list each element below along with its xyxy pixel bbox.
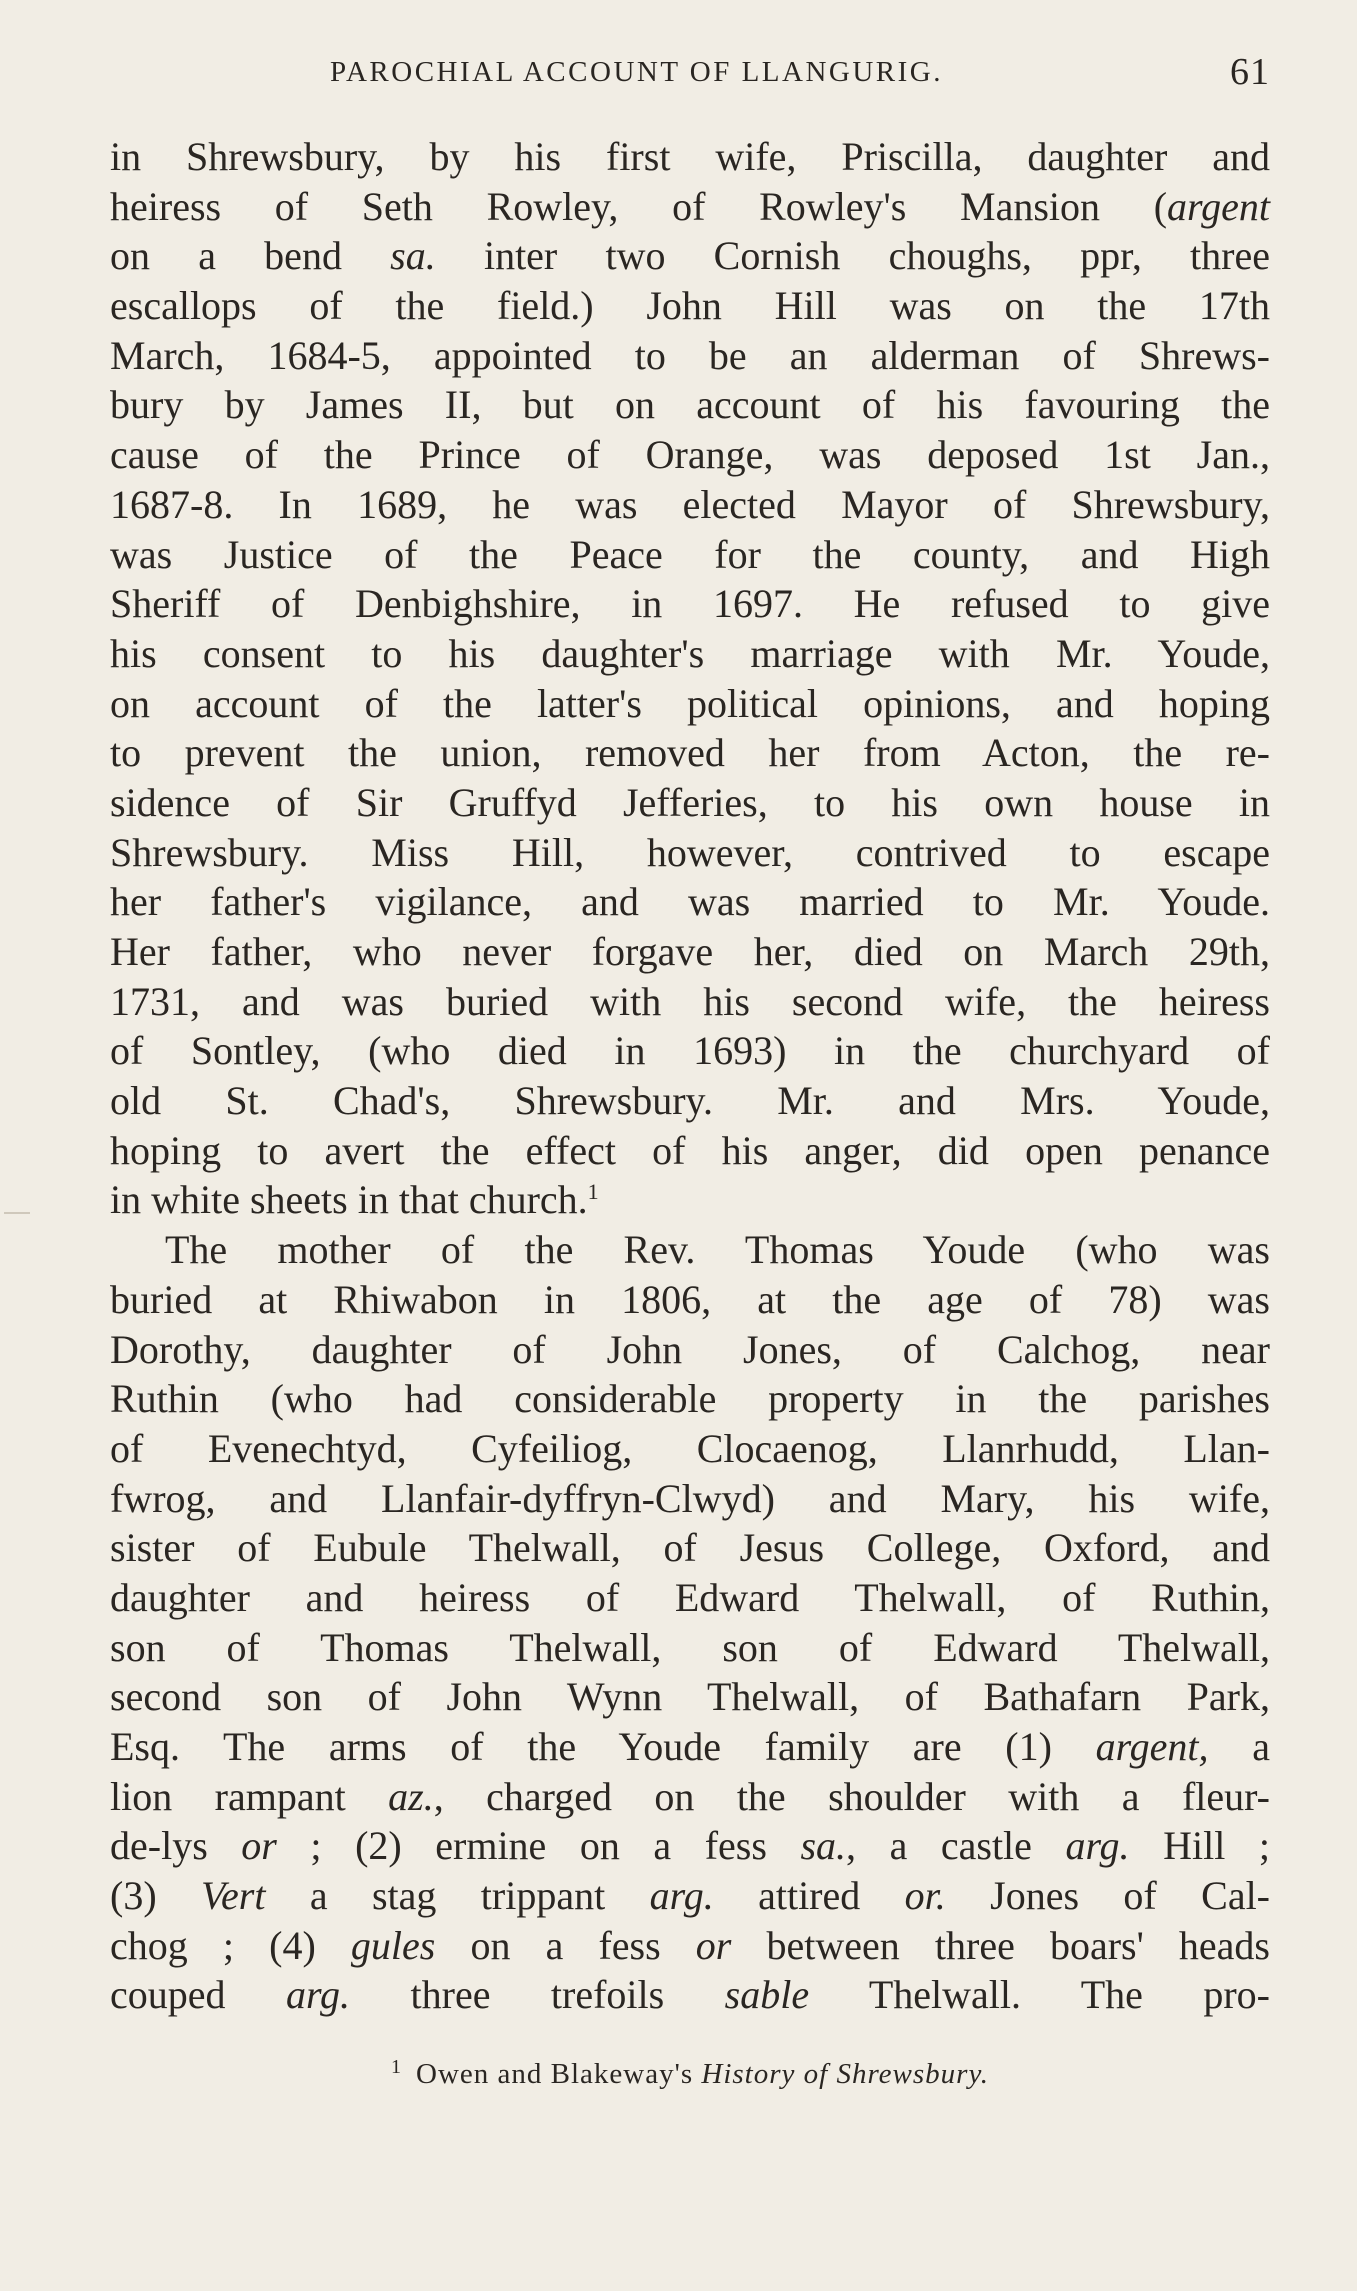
text-line <box>110 579 1270 629</box>
text-segment: fwrog, and Llanfair-dyffryn-Clwyd) and Mary, his wife, <box>110 1475 1270 1521</box>
italic-text: gules <box>350 1922 436 1968</box>
text-line <box>110 530 1270 580</box>
running-head <box>110 50 1270 98</box>
text-line <box>110 1275 1270 1325</box>
text-segment: cause of the Prince of Orange, was deposed 1st Jan., <box>110 432 1270 478</box>
margin-smudge <box>4 1212 30 1214</box>
text-line <box>110 1076 1270 1126</box>
footnote-text: Owen and Blakeway's <box>416 2058 702 2090</box>
running-title: PAROCHIAL ACCOUNT OF LLANGURIG. <box>330 56 943 88</box>
text-line <box>110 728 1270 778</box>
text-line <box>110 1374 1270 1424</box>
italic-text: or. <box>904 1873 946 1919</box>
text-segment: son of Thomas Thelwall, son of Edward Thelwall, <box>110 1624 1270 1670</box>
text-segment: his consent to his daughter's marriage with Mr. Youde, <box>110 630 1270 676</box>
text-segment: a stag trippant <box>265 1873 650 1919</box>
text-segment: 1687-8. In 1689, he was elected Mayor of Shrewsbury, <box>110 481 1270 527</box>
italic-text: or <box>695 1922 732 1968</box>
text-segment: heiress of Seth Rowley, of Rowley's Mansion ( <box>110 183 1168 229</box>
text-segment: daughter and heiress of Edward Thelwall, of Ruthin, <box>110 1574 1270 1620</box>
text-segment: sister of Eubule Thelwall, of Jesus College, Oxford, and <box>110 1525 1270 1571</box>
italic-text: sa. <box>800 1823 847 1869</box>
footnote <box>110 2058 1270 2091</box>
text-line <box>110 1175 1270 1225</box>
text-line <box>110 778 1270 828</box>
italic-text: argent <box>1167 183 1270 229</box>
text-segment: (3) <box>110 1873 202 1919</box>
text-segment: second son of John Wynn Thelwall, of Bathafarn Park, <box>110 1674 1270 1720</box>
text-segment: buried at Rhiwabon in 1806, at the age of 78) was <box>110 1276 1270 1322</box>
text-line <box>110 1573 1270 1623</box>
text-segment: in Shrewsbury, by his first wife, Priscilla, daughter and <box>110 134 1270 179</box>
italic-text: arg. <box>1065 1823 1130 1869</box>
text-segment: 1731, and was buried with his second wife, the heiress <box>110 978 1270 1024</box>
text-line <box>110 231 1270 281</box>
text-line <box>110 877 1270 927</box>
text-segment: on a fess <box>435 1922 696 1968</box>
text-segment: between three boars' heads <box>731 1922 1270 1968</box>
text-segment: Esq. The arms of the Youde family are (1) <box>110 1724 1096 1769</box>
text-segment: three trefoils <box>350 1972 725 2018</box>
text-segment: was Justice of the Peace for the county, and High <box>110 531 1270 577</box>
text-line <box>110 828 1270 878</box>
text-line <box>110 1225 1270 1275</box>
italic-text: sable <box>724 1972 810 2018</box>
text-segment: Dorothy, daughter of John Jones, of Calchog, near <box>110 1326 1270 1372</box>
text-line <box>110 1772 1270 1822</box>
italic-text: Vert <box>201 1873 266 1919</box>
text-line <box>110 1871 1270 1921</box>
text-segment: on account of the latter's political opinions, and hoping <box>110 680 1270 726</box>
italic-text: az. <box>388 1773 434 1819</box>
footnote-book-title: History of Shrewsbury. <box>701 2058 989 2090</box>
italic-text: arg. <box>285 1972 351 2018</box>
text-line <box>110 480 1270 530</box>
body-text <box>110 132 1270 2020</box>
text-line <box>110 380 1270 430</box>
text-segment: bury by James II, but on account of his favouring the <box>110 382 1270 428</box>
text-segment: inter two Cornish choughs, ppr, three <box>435 233 1270 279</box>
text-segment: Shrewsbury. Miss Hill, however, contrived to escape <box>110 829 1270 875</box>
text-line <box>110 1126 1270 1176</box>
text-line <box>110 281 1270 331</box>
text-line <box>110 629 1270 679</box>
text-segment: attired <box>713 1873 905 1919</box>
text-line <box>110 132 1270 182</box>
text-line <box>110 927 1270 977</box>
text-line <box>110 331 1270 381</box>
text-segment: Jones of Cal- <box>945 1873 1271 1919</box>
text-segment: couped <box>110 1972 286 2018</box>
text-line <box>110 1474 1270 1524</box>
text-line <box>110 1672 1270 1722</box>
italic-text: arg. <box>649 1873 714 1919</box>
footnote-marker: 1 <box>391 2056 403 2078</box>
text-segment: , charged on the shoulder with a fleur- <box>433 1773 1271 1819</box>
text-line <box>110 1325 1270 1375</box>
text-segment: chog ; (4) <box>110 1922 351 1968</box>
text-segment: de-lys <box>110 1823 242 1869</box>
text-segment: her father's vigilance, and was married to Mr. Youde. <box>110 879 1270 925</box>
italic-text: argent, <box>1095 1724 1209 1769</box>
text-line <box>110 1821 1270 1871</box>
text-line <box>110 1921 1270 1971</box>
text-line <box>110 1424 1270 1474</box>
text-segment: of Evenechtyd, Cyfeiliog, Clocaenog, Llanrhudd, Llan- <box>110 1425 1270 1471</box>
text-segment: ; (2) ermine on a fess <box>276 1823 801 1869</box>
italic-text: or <box>241 1823 277 1869</box>
text-segment: sidence of Sir Gruffyd Jefferies, to his own house in <box>110 779 1270 825</box>
text-line <box>110 1523 1270 1573</box>
text-segment: Ruthin (who had considerable property in the parishes <box>110 1376 1270 1422</box>
page-number: 61 <box>1230 51 1270 93</box>
text-segment: lion rampant <box>110 1773 389 1819</box>
footnote-reference: 1 <box>587 1179 599 1205</box>
text-segment: escallops of the field.) John Hill was on the 17th <box>110 283 1270 329</box>
italic-text: sa. <box>390 233 436 279</box>
text-line <box>110 1970 1270 2020</box>
text-segment: Sheriff of Denbighshire, in 1697. He refused to give <box>110 581 1270 627</box>
text-segment: on a bend <box>110 233 391 279</box>
text-segment: Hill ; <box>1129 1823 1270 1869</box>
text-segment: Her father, who never forgave her, died on March 29th, <box>110 929 1270 974</box>
text-segment: of Sontley, (who died in 1693) in the churchyard of <box>110 1028 1270 1074</box>
text-line <box>110 1722 1270 1772</box>
text-segment: , a castle <box>846 1823 1066 1869</box>
text-line <box>110 1026 1270 1076</box>
text-segment: in white sheets in that church. <box>110 1177 588 1223</box>
text-segment: old St. Chad's, Shrewsbury. Mr. and Mrs. Youde, <box>110 1078 1270 1124</box>
text-line <box>110 430 1270 480</box>
text-line <box>110 679 1270 729</box>
text-line <box>110 1623 1270 1673</box>
text-segment: The mother of the Rev. Thomas Youde (who was <box>165 1227 1270 1273</box>
text-segment: March, 1684-5, appointed to be an alderman of Shrews- <box>110 332 1270 378</box>
text-line <box>110 977 1270 1027</box>
text-segment: Thelwall. The pro- <box>809 1972 1270 2018</box>
text-line <box>110 182 1270 232</box>
text-segment: to prevent the union, removed her from Acton, the re- <box>110 730 1270 776</box>
text-segment: hoping to avert the effect of his anger, did open penance <box>110 1127 1270 1173</box>
text-segment: a <box>1208 1724 1270 1769</box>
